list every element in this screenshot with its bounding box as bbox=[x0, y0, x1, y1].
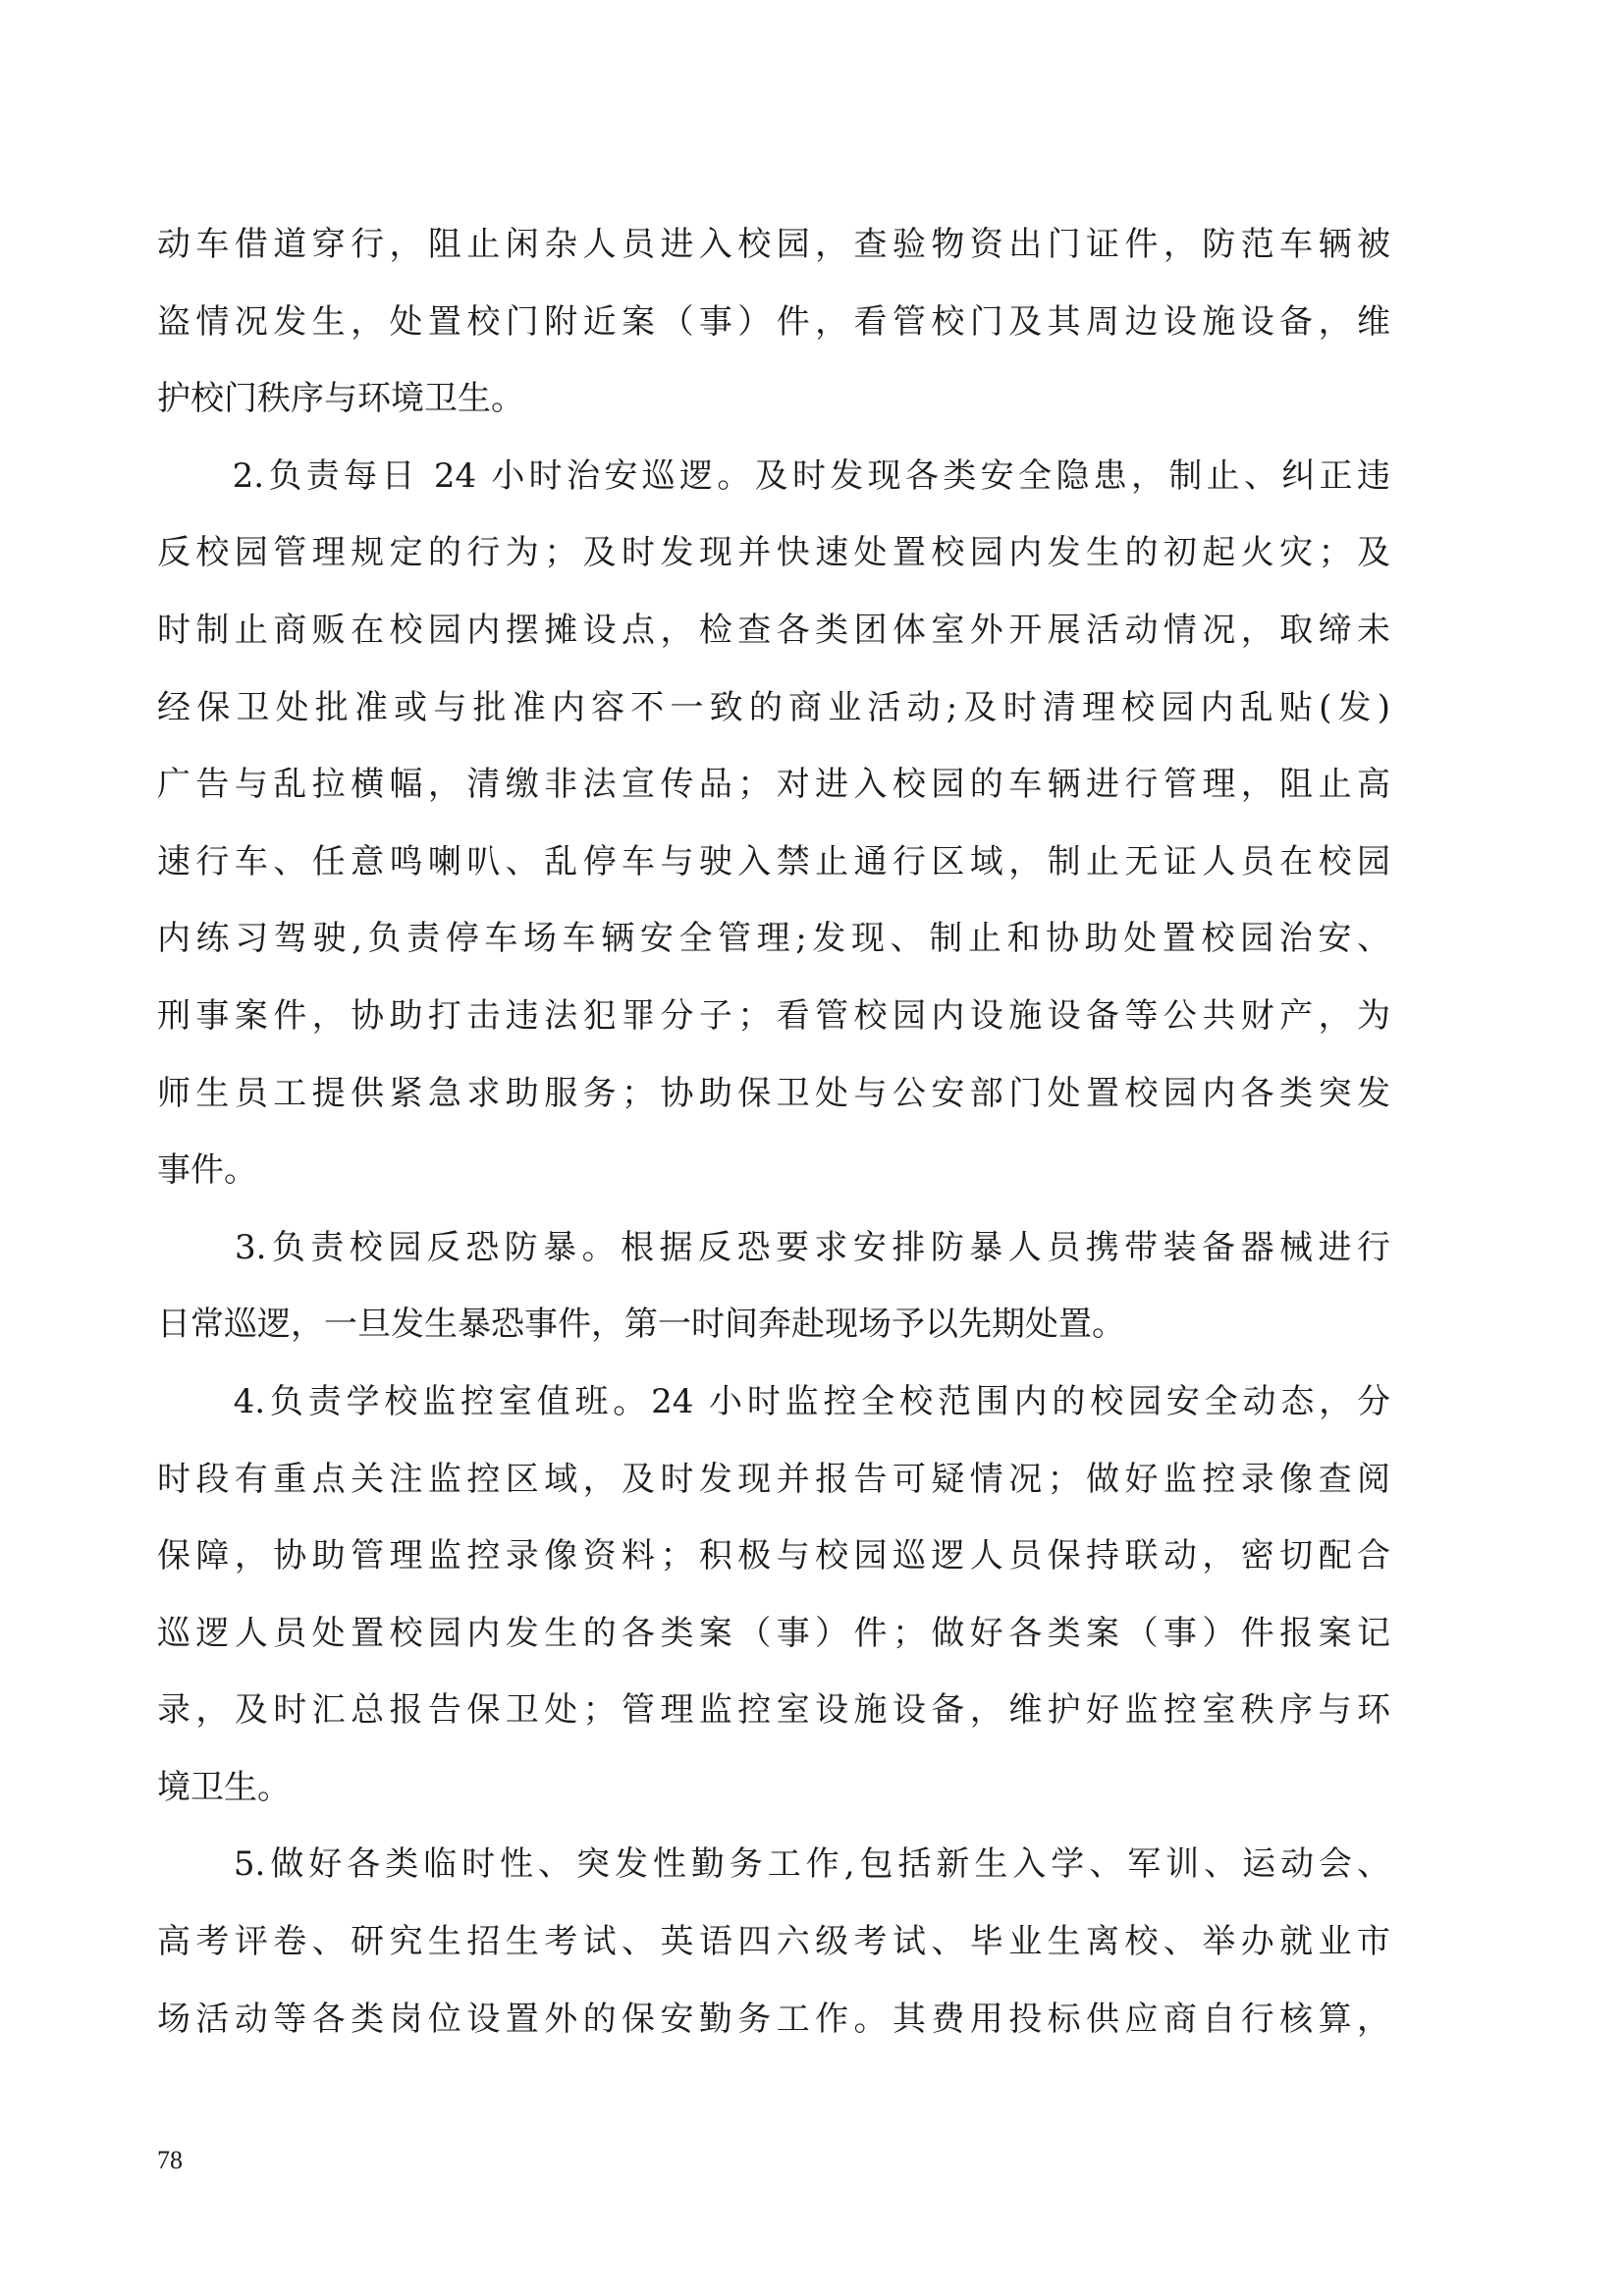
text-line: 2.负责每日 24 小时治安巡逻。及时发现各类安全隐患，制止、纠正违 bbox=[157, 455, 1390, 496]
text-line: 广告与乱拉横幅，清缴非法宣传品；对进入校园的车辆进行管理，阻止高 bbox=[157, 765, 1390, 805]
text-line: 事件。 bbox=[157, 1150, 257, 1191]
text-line: 3.负责校园反恐防暴。根据反恐要求安排防暴人员携带装备器械进行 bbox=[157, 1227, 1390, 1267]
body-text bbox=[157, 206, 1390, 2057]
text-line: 日常巡逻，一旦发生暴恐事件，第一时间奔赴现场予以先期处置。 bbox=[157, 1305, 1125, 1345]
text-line: 师生员工提供紧急求助服务；协助保卫处与公安部门处置校园内各类突发 bbox=[157, 1073, 1390, 1113]
text-line: 时制止商贩在校园内摆摊设点，检查各类团体室外开展活动情况，取缔未 bbox=[157, 610, 1390, 650]
text-line: 速行车、任意鸣喇叭、乱停车与驶入禁止通行区域，制止无证人员在校园 bbox=[157, 841, 1390, 881]
text-line: 保障，协助管理监控录像资料；积极与校园巡逻人员保持联动，密切配合 bbox=[157, 1536, 1390, 1576]
text-line: 巡逻人员处置校园内发生的各类案（事）件；做好各类案（事）件报案记 bbox=[157, 1613, 1390, 1653]
text-line: 护校门秩序与环境卫生。 bbox=[157, 379, 524, 419]
text-line: 录，及时汇总报告保卫处；管理监控室设施设备，维护好监控室秩序与环 bbox=[157, 1690, 1390, 1731]
text-line: 反校园管理规定的行为；及时发现并快速处置校园内发生的初起火灾；及 bbox=[157, 533, 1390, 573]
text-line: 5.做好各类临时性、突发性勤务工作,包括新生入学、军训、运动会、 bbox=[157, 1844, 1390, 1885]
text-line: 境卫生。 bbox=[157, 1767, 291, 1807]
text-line: 盗情况发生，处置校门附近案（事）件，看管校门及其周边设施设备，维 bbox=[157, 301, 1390, 342]
text-line: 场活动等各类岗位设置外的保安勤务工作。其费用投标供应商自行核算， bbox=[157, 1999, 1390, 2039]
text-line: 刑事案件，协助打击违法犯罪分子；看管校园内设施设备等公共财产，为 bbox=[157, 995, 1390, 1036]
page-number: 78 bbox=[157, 2146, 183, 2174]
text-line: 动车借道穿行，阻止闲杂人员进入校园，查验物资出门证件，防范车辆被 bbox=[157, 225, 1390, 264]
text-line: 高考评卷、研究生招生考试、英语四六级考试、毕业生离校、举办就业市 bbox=[157, 1922, 1390, 1962]
text-line: 经保卫处批准或与批准内容不一致的商业活动;及时清理校园内乱贴(发) bbox=[157, 687, 1390, 727]
text-line: 4.负责学校监控室值班。24 小时监控全校范围内的校园安全动态，分 bbox=[157, 1381, 1390, 1421]
text-line: 时段有重点关注监控区域，及时发现并报告可疑情况；做好监控录像查阅 bbox=[157, 1459, 1390, 1499]
text-line: 内练习驾驶,负责停车场车辆安全管理;发现、制止和协助处置校园治安、 bbox=[157, 919, 1390, 959]
